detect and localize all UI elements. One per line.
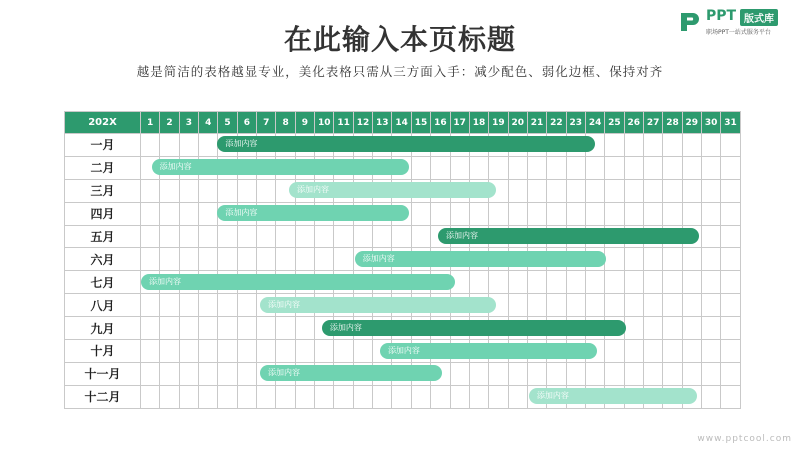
day-cell bbox=[663, 271, 682, 294]
day-cell bbox=[508, 385, 527, 408]
day-cell bbox=[605, 202, 624, 225]
day-cell bbox=[566, 156, 585, 179]
page-subtitle: 越是简洁的表格越显专业，美化表格只需从三方面入手：减少配色、弱化边框、保持对齐 bbox=[136, 64, 664, 79]
gantt-bar[interactable]: 添加内容 bbox=[322, 320, 626, 336]
day-cell bbox=[199, 385, 218, 408]
day-cell bbox=[701, 202, 720, 225]
day-header-23: 23 bbox=[566, 112, 585, 134]
day-cell bbox=[527, 294, 546, 317]
day-cell bbox=[721, 134, 740, 157]
day-cell bbox=[605, 271, 624, 294]
gantt-bar[interactable]: 添加内容 bbox=[152, 159, 409, 175]
day-cell bbox=[315, 225, 334, 248]
day-cell bbox=[141, 202, 160, 225]
day-cell bbox=[682, 134, 701, 157]
day-cell bbox=[218, 317, 237, 340]
day-cell bbox=[701, 317, 720, 340]
day-cell bbox=[643, 317, 662, 340]
month-label: 三月 bbox=[65, 179, 141, 202]
day-cell bbox=[353, 340, 372, 363]
day-cell bbox=[179, 202, 198, 225]
day-cell bbox=[547, 271, 566, 294]
gantt-bar[interactable]: 添加内容 bbox=[355, 251, 607, 267]
day-cell bbox=[141, 134, 160, 157]
day-cell bbox=[605, 179, 624, 202]
day-cell bbox=[682, 317, 701, 340]
gantt-bar[interactable]: 添加内容 bbox=[438, 228, 699, 244]
day-cell bbox=[373, 385, 392, 408]
day-cell bbox=[547, 294, 566, 317]
day-cell bbox=[624, 362, 643, 385]
day-cell bbox=[547, 202, 566, 225]
day-cell bbox=[643, 362, 662, 385]
day-cell bbox=[179, 134, 198, 157]
day-cell bbox=[237, 294, 256, 317]
day-cell bbox=[624, 294, 643, 317]
day-cell bbox=[682, 156, 701, 179]
day-cell bbox=[431, 202, 450, 225]
day-cell bbox=[682, 202, 701, 225]
day-cell bbox=[450, 385, 469, 408]
day-cell bbox=[605, 134, 624, 157]
gantt-bar[interactable]: 添加内容 bbox=[380, 343, 597, 359]
day-cell bbox=[160, 362, 179, 385]
day-cell bbox=[663, 362, 682, 385]
day-cell bbox=[334, 248, 353, 271]
day-cell bbox=[199, 202, 218, 225]
day-cell bbox=[237, 179, 256, 202]
day-cell bbox=[411, 225, 430, 248]
day-cell bbox=[353, 225, 372, 248]
day-cell bbox=[218, 385, 237, 408]
day-cell bbox=[721, 340, 740, 363]
day-cell bbox=[160, 294, 179, 317]
day-cell bbox=[527, 179, 546, 202]
day-cell bbox=[643, 248, 662, 271]
logo-badge: 版式库 bbox=[740, 9, 778, 26]
day-cell bbox=[141, 362, 160, 385]
day-cell bbox=[508, 202, 527, 225]
day-cell bbox=[566, 179, 585, 202]
day-cell bbox=[431, 156, 450, 179]
day-cell bbox=[257, 385, 276, 408]
day-cell bbox=[701, 225, 720, 248]
day-header-15: 15 bbox=[411, 112, 430, 134]
day-cell bbox=[643, 271, 662, 294]
day-header-30: 30 bbox=[701, 112, 720, 134]
day-cell bbox=[701, 134, 720, 157]
page-title: 在此输入本页标题 bbox=[283, 23, 516, 56]
day-cell bbox=[160, 248, 179, 271]
day-cell bbox=[141, 248, 160, 271]
day-header-17: 17 bbox=[450, 112, 469, 134]
day-cell bbox=[682, 271, 701, 294]
day-header-24: 24 bbox=[585, 112, 604, 134]
day-cell bbox=[508, 294, 527, 317]
day-cell bbox=[392, 385, 411, 408]
day-cell bbox=[547, 156, 566, 179]
gantt-bar[interactable]: 添加内容 bbox=[217, 205, 409, 221]
day-cell bbox=[450, 362, 469, 385]
gantt-header-row bbox=[65, 112, 741, 134]
day-cell bbox=[624, 317, 643, 340]
day-cell bbox=[295, 385, 314, 408]
day-cell bbox=[160, 225, 179, 248]
day-cell bbox=[218, 294, 237, 317]
day-cell bbox=[585, 202, 604, 225]
watermark: www.pptcool.com bbox=[697, 434, 792, 444]
day-header-8: 8 bbox=[276, 112, 295, 134]
day-cell bbox=[721, 202, 740, 225]
day-cell bbox=[257, 317, 276, 340]
day-header-21: 21 bbox=[527, 112, 546, 134]
day-cell bbox=[721, 156, 740, 179]
day-cell bbox=[160, 385, 179, 408]
day-cell bbox=[508, 362, 527, 385]
day-cell bbox=[199, 134, 218, 157]
day-cell bbox=[605, 248, 624, 271]
day-header-6: 6 bbox=[237, 112, 256, 134]
day-cell bbox=[469, 202, 488, 225]
day-cell bbox=[179, 385, 198, 408]
day-cell bbox=[199, 179, 218, 202]
day-cell bbox=[489, 156, 508, 179]
day-header-1: 1 bbox=[141, 112, 160, 134]
day-cell bbox=[315, 340, 334, 363]
month-label: 十二月 bbox=[65, 385, 141, 408]
day-cell bbox=[701, 340, 720, 363]
day-header-20: 20 bbox=[508, 112, 527, 134]
day-cell bbox=[160, 179, 179, 202]
day-cell bbox=[489, 202, 508, 225]
day-cell bbox=[489, 271, 508, 294]
day-cell bbox=[218, 340, 237, 363]
day-header-10: 10 bbox=[315, 112, 334, 134]
day-cell bbox=[160, 202, 179, 225]
day-cell bbox=[353, 385, 372, 408]
day-cell bbox=[566, 294, 585, 317]
gantt-chart bbox=[64, 111, 740, 408]
day-cell bbox=[721, 225, 740, 248]
day-cell bbox=[411, 385, 430, 408]
day-cell bbox=[257, 225, 276, 248]
day-cell bbox=[450, 156, 469, 179]
month-label: 六月 bbox=[65, 248, 141, 271]
day-cell bbox=[527, 362, 546, 385]
day-cell bbox=[218, 225, 237, 248]
ppt-logo-icon bbox=[678, 10, 702, 34]
day-cell bbox=[643, 340, 662, 363]
day-cell bbox=[469, 271, 488, 294]
day-cell bbox=[508, 156, 527, 179]
day-cell bbox=[701, 156, 720, 179]
day-cell bbox=[663, 202, 682, 225]
month-label: 九月 bbox=[65, 317, 141, 340]
day-cell bbox=[411, 156, 430, 179]
day-cell bbox=[276, 317, 295, 340]
month-label: 七月 bbox=[65, 271, 141, 294]
day-cell bbox=[624, 340, 643, 363]
day-cell bbox=[295, 248, 314, 271]
day-cell bbox=[179, 362, 198, 385]
day-header-13: 13 bbox=[373, 112, 392, 134]
day-cell bbox=[489, 385, 508, 408]
day-header-9: 9 bbox=[295, 112, 314, 134]
day-cell bbox=[663, 294, 682, 317]
day-cell bbox=[199, 248, 218, 271]
day-header-2: 2 bbox=[160, 112, 179, 134]
day-cell bbox=[605, 362, 624, 385]
day-cell bbox=[199, 317, 218, 340]
day-cell bbox=[257, 340, 276, 363]
day-cell bbox=[605, 294, 624, 317]
day-cell bbox=[179, 248, 198, 271]
day-cell bbox=[450, 202, 469, 225]
day-cell bbox=[721, 385, 740, 408]
day-header-16: 16 bbox=[431, 112, 450, 134]
day-cell bbox=[469, 385, 488, 408]
day-cell bbox=[334, 385, 353, 408]
gantt-bar[interactable]: 添加内容 bbox=[217, 136, 594, 152]
day-header-19: 19 bbox=[489, 112, 508, 134]
day-cell bbox=[566, 202, 585, 225]
day-cell bbox=[585, 294, 604, 317]
day-header-7: 7 bbox=[257, 112, 276, 134]
day-cell bbox=[663, 179, 682, 202]
day-cell bbox=[392, 225, 411, 248]
month-label: 二月 bbox=[65, 156, 141, 179]
day-cell bbox=[721, 317, 740, 340]
day-cell bbox=[701, 271, 720, 294]
day-cell bbox=[276, 340, 295, 363]
day-cell bbox=[257, 179, 276, 202]
day-cell bbox=[179, 294, 198, 317]
day-cell bbox=[682, 340, 701, 363]
day-cell bbox=[721, 271, 740, 294]
day-cell bbox=[527, 202, 546, 225]
day-header-11: 11 bbox=[334, 112, 353, 134]
day-cell bbox=[721, 179, 740, 202]
day-cell bbox=[701, 385, 720, 408]
day-cell bbox=[585, 179, 604, 202]
day-cell bbox=[179, 225, 198, 248]
gantt-bar[interactable]: 添加内容 bbox=[529, 388, 697, 404]
day-cell bbox=[663, 248, 682, 271]
day-cell bbox=[721, 362, 740, 385]
day-header-5: 5 bbox=[218, 112, 237, 134]
day-cell bbox=[469, 156, 488, 179]
day-cell bbox=[373, 225, 392, 248]
day-cell bbox=[547, 362, 566, 385]
day-cell bbox=[199, 225, 218, 248]
day-cell bbox=[624, 202, 643, 225]
day-cell bbox=[682, 179, 701, 202]
month-label: 一月 bbox=[65, 134, 141, 157]
logo-tagline: 职场PPT一站式服务平台 bbox=[706, 29, 771, 36]
day-header-31: 31 bbox=[721, 112, 740, 134]
day-cell bbox=[141, 225, 160, 248]
day-cell bbox=[663, 156, 682, 179]
day-cell bbox=[218, 179, 237, 202]
day-header-14: 14 bbox=[392, 112, 411, 134]
day-cell bbox=[276, 385, 295, 408]
logo-brand-text: PPT bbox=[706, 8, 737, 24]
day-cell bbox=[295, 340, 314, 363]
day-cell bbox=[237, 225, 256, 248]
day-cell bbox=[469, 362, 488, 385]
day-header-22: 22 bbox=[547, 112, 566, 134]
day-cell bbox=[663, 317, 682, 340]
day-header-28: 28 bbox=[663, 112, 682, 134]
month-label: 十一月 bbox=[65, 362, 141, 385]
day-cell bbox=[218, 248, 237, 271]
gantt-bar[interactable]: 添加内容 bbox=[260, 297, 496, 313]
month-label: 四月 bbox=[65, 202, 141, 225]
day-cell bbox=[237, 317, 256, 340]
day-cell bbox=[160, 340, 179, 363]
day-cell bbox=[547, 179, 566, 202]
day-cell bbox=[527, 156, 546, 179]
day-cell bbox=[141, 385, 160, 408]
day-cell bbox=[605, 156, 624, 179]
day-header-25: 25 bbox=[605, 112, 624, 134]
day-cell bbox=[160, 134, 179, 157]
day-cell bbox=[237, 248, 256, 271]
day-cell bbox=[276, 248, 295, 271]
day-cell bbox=[257, 248, 276, 271]
day-cell bbox=[643, 156, 662, 179]
day-cell bbox=[701, 294, 720, 317]
day-cell bbox=[179, 340, 198, 363]
day-header-4: 4 bbox=[199, 112, 218, 134]
day-cell bbox=[334, 225, 353, 248]
month-label: 十月 bbox=[65, 340, 141, 363]
day-cell bbox=[643, 202, 662, 225]
day-cell bbox=[179, 179, 198, 202]
day-cell bbox=[141, 294, 160, 317]
day-header-26: 26 bbox=[624, 112, 643, 134]
day-cell bbox=[431, 385, 450, 408]
day-cell bbox=[199, 294, 218, 317]
gantt-corner-label: 202X bbox=[65, 112, 141, 134]
day-cell bbox=[276, 225, 295, 248]
day-cell bbox=[643, 294, 662, 317]
day-cell bbox=[199, 362, 218, 385]
brand-logo[interactable] bbox=[678, 8, 796, 38]
day-cell bbox=[585, 362, 604, 385]
day-cell bbox=[237, 362, 256, 385]
day-cell bbox=[605, 340, 624, 363]
day-cell bbox=[643, 134, 662, 157]
day-header-3: 3 bbox=[179, 112, 198, 134]
day-cell bbox=[624, 248, 643, 271]
day-cell bbox=[411, 202, 430, 225]
day-cell bbox=[141, 340, 160, 363]
day-cell bbox=[160, 317, 179, 340]
day-cell bbox=[334, 340, 353, 363]
day-cell bbox=[624, 271, 643, 294]
day-cell bbox=[237, 340, 256, 363]
day-cell bbox=[701, 362, 720, 385]
day-cell bbox=[566, 271, 585, 294]
day-cell bbox=[721, 294, 740, 317]
day-cell bbox=[508, 179, 527, 202]
day-cell bbox=[682, 362, 701, 385]
day-cell bbox=[566, 362, 585, 385]
day-cell bbox=[624, 134, 643, 157]
day-header-29: 29 bbox=[682, 112, 701, 134]
day-cell bbox=[527, 271, 546, 294]
gantt-bar[interactable]: 添加内容 bbox=[141, 274, 455, 290]
day-cell bbox=[315, 385, 334, 408]
day-cell bbox=[237, 385, 256, 408]
day-cell bbox=[295, 225, 314, 248]
day-cell bbox=[721, 248, 740, 271]
day-cell bbox=[218, 362, 237, 385]
day-cell bbox=[199, 340, 218, 363]
day-header-12: 12 bbox=[353, 112, 372, 134]
day-header-27: 27 bbox=[643, 112, 662, 134]
day-cell bbox=[295, 317, 314, 340]
month-label: 五月 bbox=[65, 225, 141, 248]
day-cell bbox=[624, 179, 643, 202]
day-cell bbox=[624, 156, 643, 179]
day-cell bbox=[179, 317, 198, 340]
day-cell bbox=[489, 362, 508, 385]
day-cell bbox=[315, 248, 334, 271]
day-cell bbox=[682, 248, 701, 271]
day-header-18: 18 bbox=[469, 112, 488, 134]
gantt-bar[interactable]: 添加内容 bbox=[260, 365, 442, 381]
gantt-bar[interactable]: 添加内容 bbox=[289, 182, 496, 198]
day-cell bbox=[141, 317, 160, 340]
day-cell bbox=[663, 134, 682, 157]
day-cell bbox=[643, 179, 662, 202]
day-cell bbox=[701, 248, 720, 271]
day-cell bbox=[701, 179, 720, 202]
day-cell bbox=[585, 156, 604, 179]
day-cell bbox=[682, 294, 701, 317]
day-cell bbox=[585, 271, 604, 294]
day-cell bbox=[141, 179, 160, 202]
day-cell bbox=[508, 271, 527, 294]
day-cell bbox=[663, 340, 682, 363]
month-label: 八月 bbox=[65, 294, 141, 317]
